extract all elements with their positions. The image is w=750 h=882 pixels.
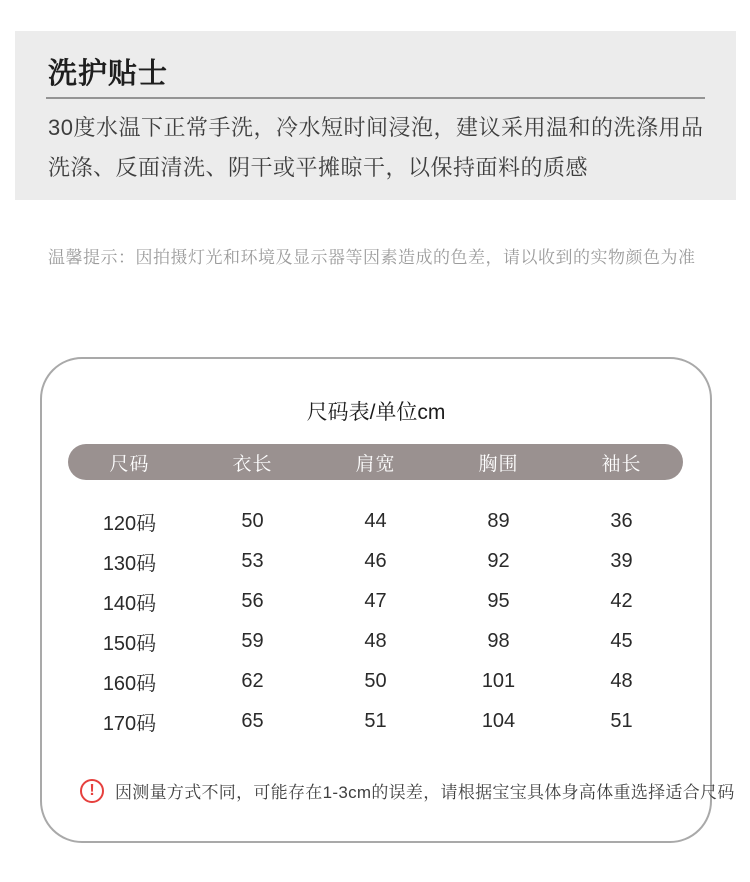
column-header-chest: 胸围 bbox=[478, 453, 519, 475]
cell-chest: 98 bbox=[487, 629, 510, 652]
cell-size: 130码 bbox=[102, 552, 157, 575]
column-header-shoulder: 肩宽 bbox=[355, 453, 396, 475]
cell-length: 50 bbox=[241, 509, 264, 532]
measurement-note bbox=[80, 778, 735, 803]
wash-care-panel bbox=[15, 31, 736, 200]
cell-length: 65 bbox=[241, 709, 264, 732]
table-row bbox=[68, 621, 683, 661]
size-chart-title: 尺码表/单位cm bbox=[306, 401, 446, 424]
cell-size: 150码 bbox=[102, 632, 157, 655]
wash-care-line-1: 30度水温下正常手洗，冷水短时间浸泡，建议采用温和的洗涤用品 bbox=[48, 115, 704, 140]
column-header-size: 尺码 bbox=[109, 453, 150, 475]
cell-shoulder: 46 bbox=[364, 549, 387, 572]
cell-size: 120码 bbox=[102, 512, 157, 535]
table-row bbox=[68, 541, 683, 581]
wash-care-title: 洗护贴士 bbox=[48, 58, 169, 90]
cell-size: 140码 bbox=[102, 592, 157, 615]
wash-care-instructions bbox=[48, 108, 708, 188]
cell-sleeve: 45 bbox=[610, 629, 633, 652]
divider bbox=[46, 97, 705, 99]
cell-shoulder: 51 bbox=[364, 709, 387, 732]
size-chart-body bbox=[68, 501, 683, 741]
column-header-sleeve: 袖长 bbox=[601, 453, 642, 475]
wash-care-line-2: 洗涤、反面清洗、阴干或平摊晾干，以保持面料的质感 bbox=[48, 155, 589, 180]
cell-chest: 101 bbox=[481, 669, 516, 692]
size-chart-card bbox=[40, 357, 735, 843]
cell-shoulder: 44 bbox=[364, 509, 387, 532]
cell-sleeve: 51 bbox=[610, 709, 633, 732]
table-row bbox=[68, 501, 683, 541]
cell-shoulder: 48 bbox=[364, 629, 387, 652]
cell-length: 62 bbox=[241, 669, 264, 692]
cell-size: 160码 bbox=[102, 672, 157, 695]
cell-shoulder: 50 bbox=[364, 669, 387, 692]
cell-length: 53 bbox=[241, 549, 264, 572]
cell-chest: 104 bbox=[481, 709, 516, 732]
color-difference-tip: 温馨提示：因拍摄灯光和环境及显示器等因素造成的色差，请以收到的实物颜色为准 bbox=[48, 248, 696, 267]
cell-chest: 92 bbox=[487, 549, 510, 572]
table-row bbox=[68, 661, 683, 701]
size-chart-header-row bbox=[68, 444, 683, 480]
cell-sleeve: 42 bbox=[610, 589, 633, 612]
cell-sleeve: 36 bbox=[610, 509, 633, 532]
cell-size: 170码 bbox=[102, 712, 157, 735]
cell-sleeve: 39 bbox=[610, 549, 633, 572]
cell-chest: 95 bbox=[487, 589, 510, 612]
cell-shoulder: 47 bbox=[364, 589, 387, 612]
cell-length: 59 bbox=[241, 629, 264, 652]
column-header-length: 衣长 bbox=[232, 453, 273, 475]
table-row bbox=[68, 581, 683, 621]
cell-chest: 89 bbox=[487, 509, 510, 532]
table-row bbox=[68, 701, 683, 741]
cell-length: 56 bbox=[241, 589, 264, 612]
measurement-note-text: 因测量方式不同，可能存在1-3cm的误差，请根据宝宝具体身高体重选择适合尺码 bbox=[115, 783, 735, 802]
cell-sleeve: 48 bbox=[610, 669, 633, 692]
warning-icon: ! bbox=[80, 779, 104, 803]
